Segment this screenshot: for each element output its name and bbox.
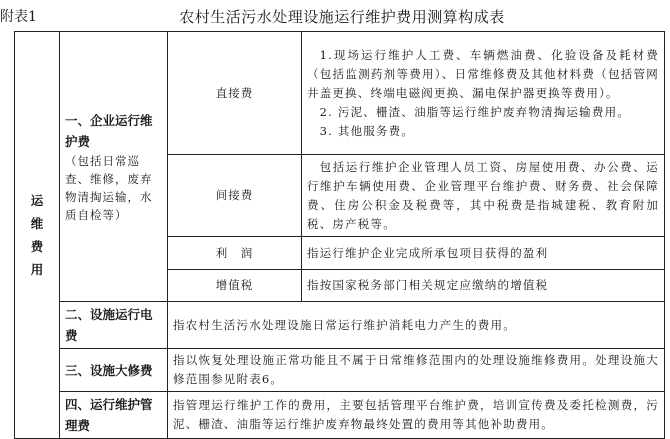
vat-label: 增值税 [168, 270, 302, 302]
indirect-cost-desc: 包括运行维护企业管理人员工资、房屋使用费、办公费、运行维护车辆使用费、企业管理平台维护费、财务费、社会保障费、住房公积金及税费等，其中税费是指城建税、教育附加税、房产税等。 [302, 155, 665, 237]
category-1-cell [60, 32, 168, 302]
vat-desc: 指按国家税务部门相关规定应缴纳的增值税 [302, 270, 665, 302]
category-3-title: 三、设施大修费 [60, 349, 168, 392]
category-4-desc: 指管理运行维护工作的费用，主要包括管理平台维护费，培训宣传费及委托检测费，污泥、栅渣、油脂等运行维护废弃物最终处置的费用等其他补助费用。 [168, 392, 665, 439]
category-2-desc: 指农村生活污水处理设施日常运行维护消耗电力产生的费用。 [168, 302, 665, 349]
attachment-label: 附表1 [0, 9, 37, 25]
category-1-title: 一、企业运行维护费 [65, 112, 153, 149]
cost-composition-table [14, 31, 665, 439]
table-row [15, 302, 665, 349]
vertical-char: 费 [30, 239, 44, 254]
indirect-cost-label: 间接费 [168, 155, 302, 237]
vertical-char: 运 [30, 193, 44, 208]
category-3-desc: 指以恢复处理设施正常功能且不属于日常维修范围内的处理设施维修费用。处理设施大修范围参见附表6。 [168, 349, 665, 392]
direct-cost-desc [302, 32, 665, 155]
category-4-title: 四、运行维护管理费 [60, 392, 168, 439]
direct-cost-label: 直接费 [168, 32, 302, 155]
table-row [15, 32, 665, 155]
table-row [15, 349, 665, 392]
profit-desc: 指运行维护企业完成所承包项目获得的盈利 [302, 237, 665, 270]
direct-item-3: 3. 其他服务费。 [319, 123, 415, 138]
table-title: 农村生活污水处理设施运行维护费用测算构成表 [179, 8, 505, 26]
vertical-char: 维 [30, 216, 44, 231]
direct-item-2: 2. 污泥、栅渣、油脂等运行维护废弃物清掏运输费用。 [319, 104, 630, 119]
table-row [15, 392, 665, 439]
category-2-title: 二、设施运行电费 [60, 302, 168, 349]
direct-item-1: 1.现场运行维护人工费、车辆燃油费、化验设备及耗材费（包括监测药剂等费用）、日常维修费及其他材料费（包括管网井盖更换、终端电磁阀更换、漏电保护器更换等费用）。 [307, 47, 659, 100]
category-1-note: （包括日常巡查、维修，废弃物清掏运输，水质自检等） [65, 153, 153, 222]
vertical-label-cell [15, 32, 60, 439]
vertical-char: 用 [30, 262, 44, 277]
profit-label: 利 润 [168, 237, 302, 270]
